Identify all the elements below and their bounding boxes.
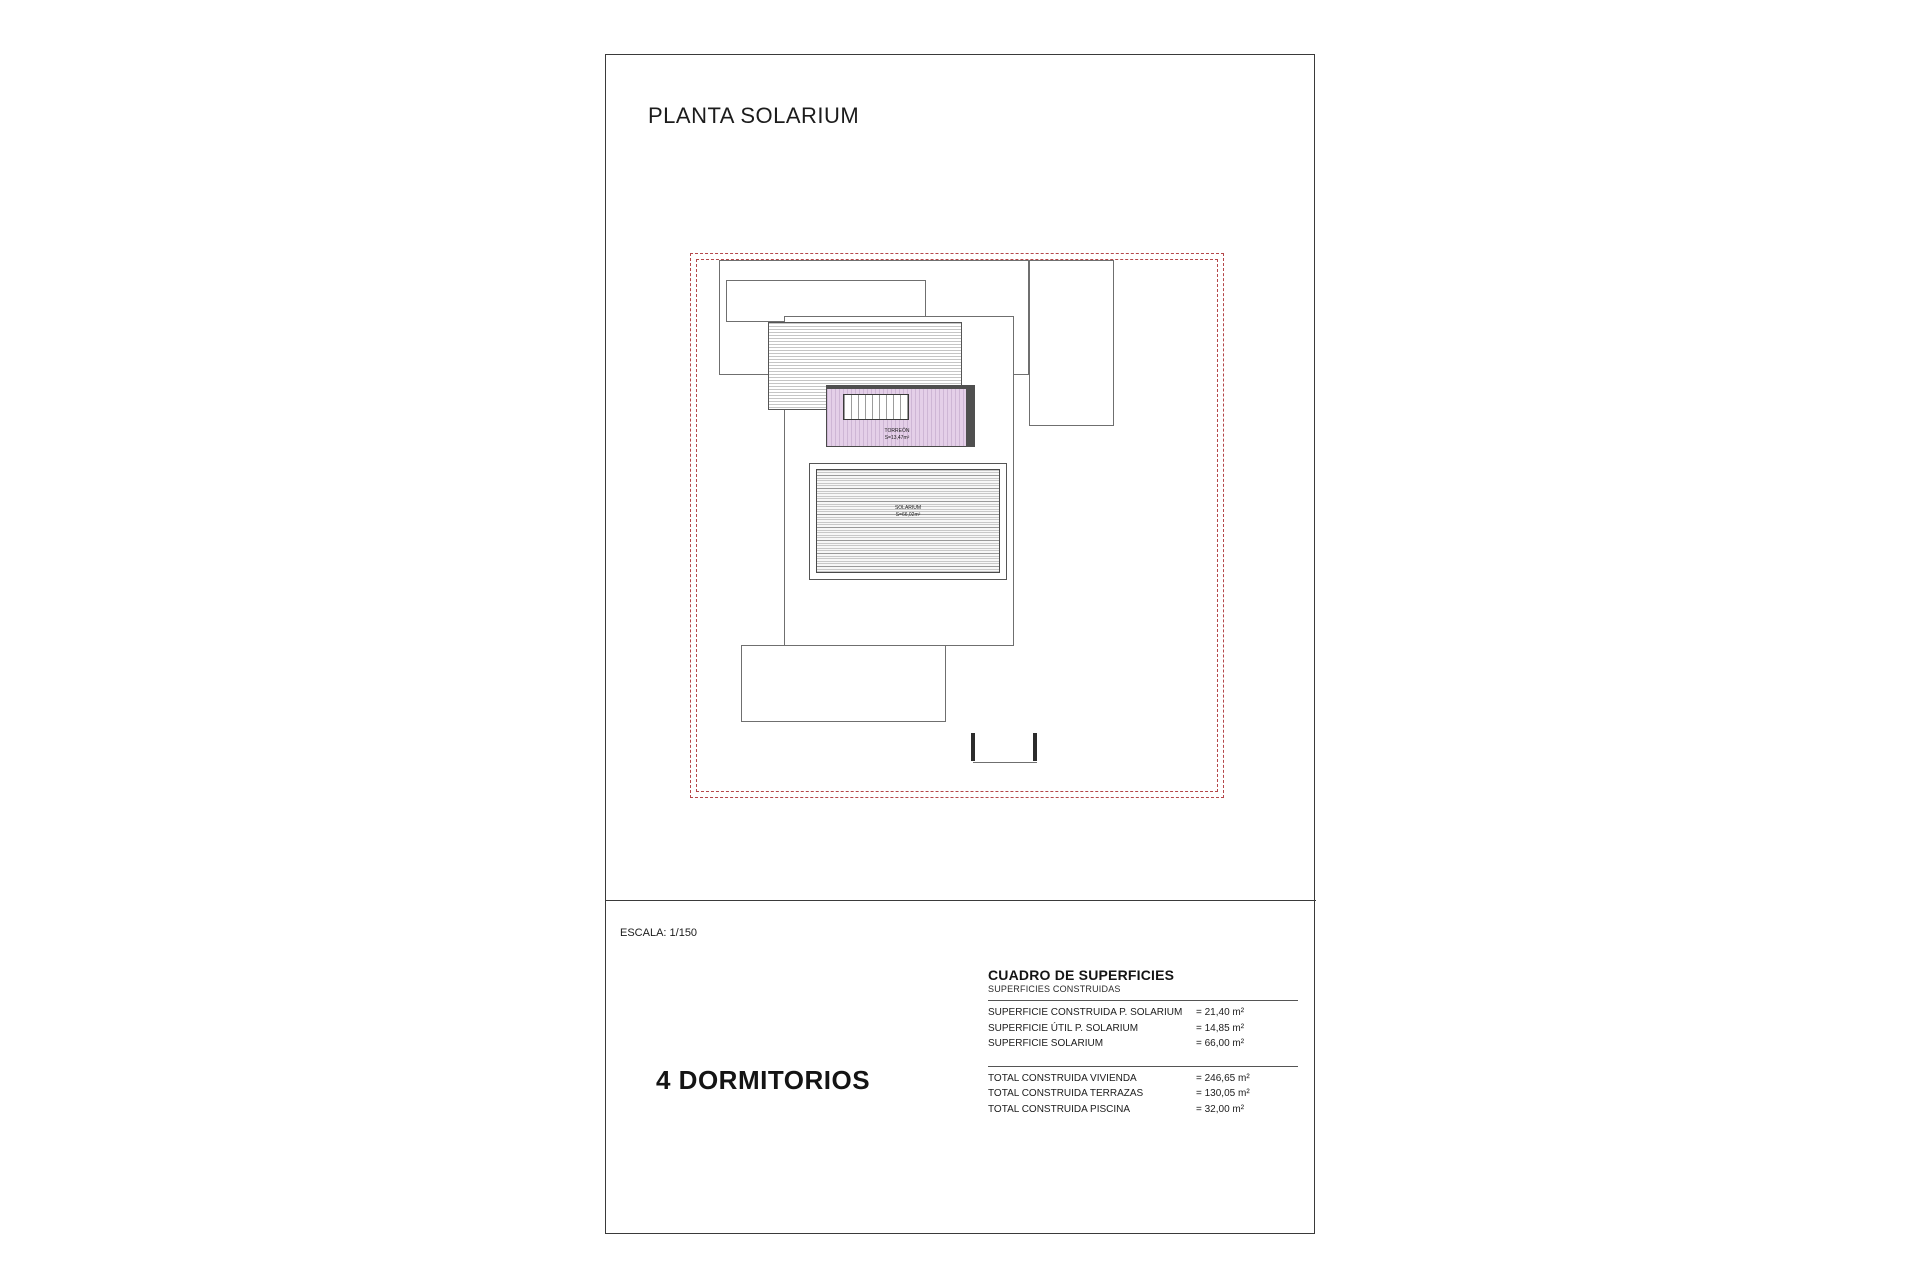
area-row-name: SUPERFICIE CONSTRUIDA P. SOLARIUM <box>988 1007 1183 1018</box>
table-row <box>988 1036 1298 1052</box>
areas-table-rule-top <box>988 1000 1298 1001</box>
torreon-label-area: S=13,47m² <box>884 434 910 441</box>
table-row <box>988 1071 1298 1087</box>
drawing-sheet <box>605 54 1315 1234</box>
area-row-name: SUPERFICIE ÚTIL P. SOLARIUM <box>988 1022 1139 1034</box>
total-row-name: TOTAL CONSTRUIDA TERRAZAS <box>988 1088 1144 1099</box>
solarium-label-name: SOLARIUM <box>894 505 922 511</box>
solarium-label-area: S=66,02m² <box>895 511 921 518</box>
areas-table <box>988 967 1298 1117</box>
torreon-label-name: TORREÓN <box>884 428 910 434</box>
scale-label: ESCALA: 1/150 <box>620 927 698 939</box>
solarium-deck-hatch <box>816 469 1000 573</box>
area-row-value: = 66,00 m² <box>1196 1038 1245 1049</box>
table-row <box>988 1086 1298 1102</box>
gate-post-left <box>971 733 975 761</box>
areas-table-rule-totals <box>988 1066 1298 1067</box>
total-row-value: = 32,00 m² <box>1196 1103 1245 1115</box>
total-row-value: = 246,65 m² <box>1196 1072 1250 1084</box>
solarium-label <box>838 505 978 519</box>
gate-post-right <box>1033 733 1037 761</box>
gate-opening-outline <box>973 735 1037 763</box>
torreon-label <box>842 428 952 442</box>
right-plot-block-outline <box>1029 260 1114 426</box>
table-row <box>988 1102 1298 1118</box>
page-title: PLANTA SOLARIUM <box>648 103 860 128</box>
sheet-divider <box>606 900 1316 901</box>
staircase-steps <box>843 394 909 420</box>
torreon-wall-right <box>966 385 975 447</box>
areas-table-title: CUADRO DE SUPERFICIES <box>988 967 1175 983</box>
area-row-value: = 21,40 m² <box>1196 1007 1245 1018</box>
areas-table-subtitle: SUPERFICIES CONSTRUIDAS <box>988 984 1121 994</box>
torreon-wall-top <box>826 385 975 389</box>
total-row-name: TOTAL CONSTRUIDA VIVIENDA <box>988 1072 1137 1084</box>
total-row-value: = 130,05 m² <box>1196 1088 1250 1099</box>
table-row <box>988 1005 1298 1021</box>
table-row <box>988 1021 1298 1037</box>
floor-plan-drawing <box>606 175 1316 835</box>
lower-terrace-outline <box>741 645 946 722</box>
area-row-value: = 14,85 m² <box>1196 1022 1245 1034</box>
total-row-name: TOTAL CONSTRUIDA PISCINA <box>988 1103 1131 1115</box>
bedrooms-heading: 4 DORMITORIOS <box>656 1065 871 1095</box>
area-row-name: SUPERFICIE SOLARIUM <box>988 1038 1104 1049</box>
